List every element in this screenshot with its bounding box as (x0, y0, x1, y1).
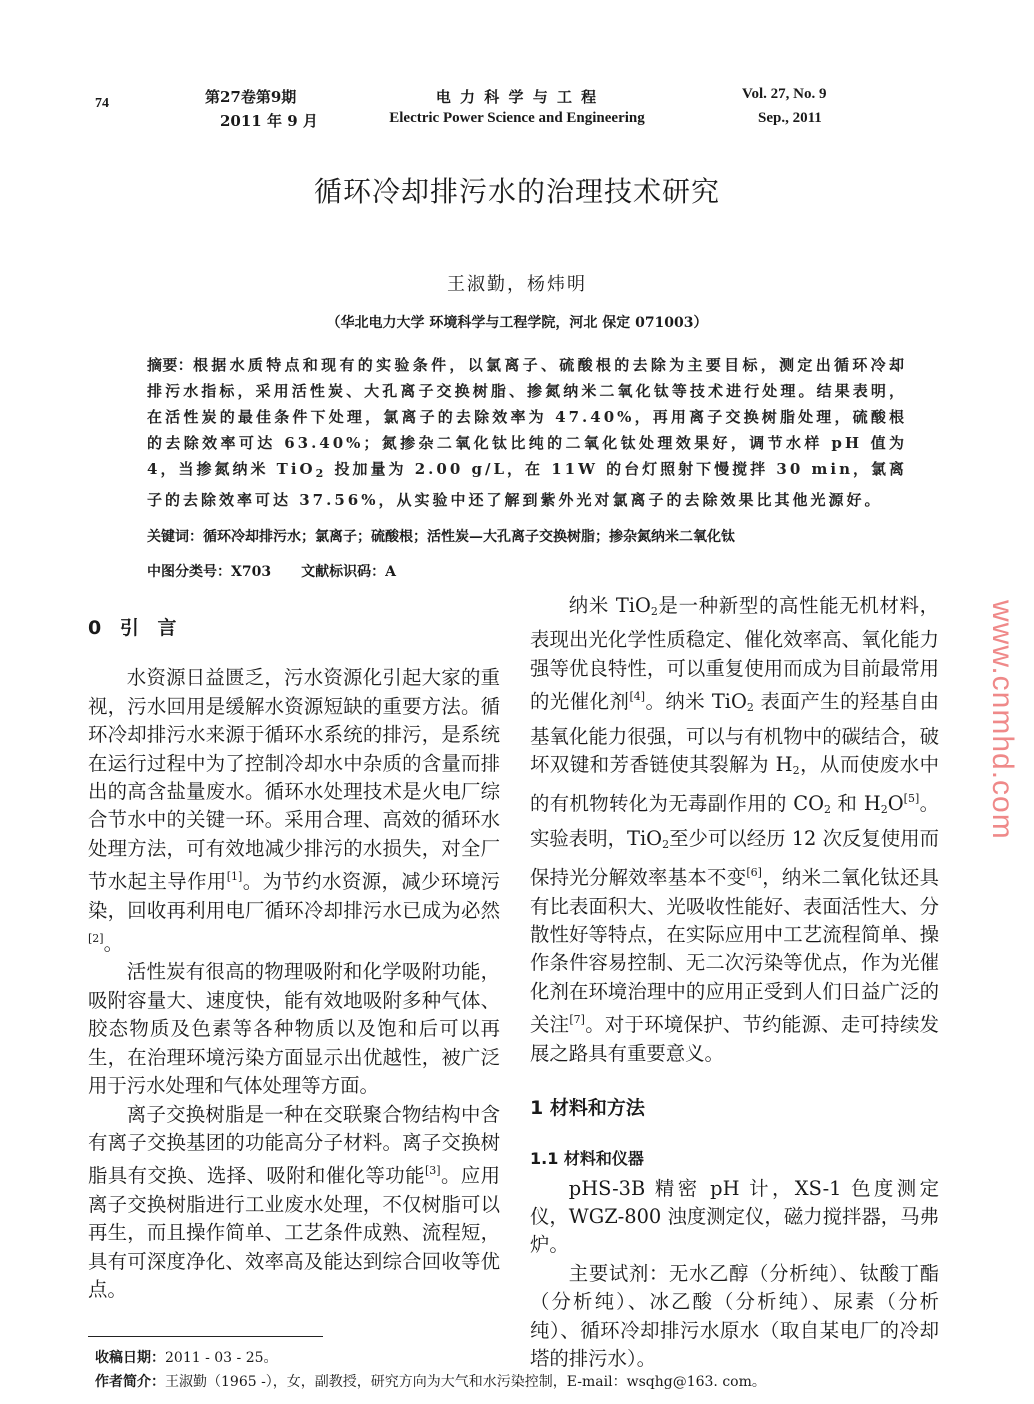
subscript: 2 (824, 803, 832, 817)
keywords-label: 关键词： (147, 529, 203, 545)
paper-title: 循环冷却排污水的治理技术研究 (313, 175, 720, 208)
subscript: 2 (662, 837, 670, 851)
clc-label: 中图分类号： (147, 564, 231, 580)
paragraph (530, 592, 939, 1068)
text-run: 。对于环境保护、节约能源、走可持续发展之路具有重要意义。 (530, 1013, 940, 1065)
header-journal-en: Electric Power Science and Engineering (389, 110, 645, 126)
left-column (88, 614, 500, 1304)
header-volume-en: Vol. 27, No. 9 (742, 86, 827, 102)
text-run: 和 H (831, 792, 881, 816)
received-label: 收稿日期： (95, 1350, 165, 1366)
received-date: 2011 - 03 - 25。 (165, 1350, 278, 1366)
text-run: 是一种新型的高性能无机材料，表现出光化学性质稳定、催化效率高、氧化能力强等优良特性，可以重复使用而成为目前最常用的光催化剂 (530, 594, 940, 714)
subsection-heading-materials-instruments: 1.1 材料和仪器 (530, 1148, 644, 1168)
right-column (530, 592, 939, 1373)
paragraph (88, 1101, 500, 1305)
footnote-author (95, 1371, 766, 1391)
paragraph (88, 664, 500, 958)
authors: 王淑勤，杨炜明 (447, 274, 587, 295)
footnote-divider (88, 1336, 323, 1337)
section-heading-introduction: 0 引 言 (88, 617, 183, 639)
header-volume-cn: 第27卷第9期 (205, 88, 297, 106)
text-run: 。应用离子交换树脂进行工业废水处理，不仅树脂可以再生，而且操作简单、工艺条件成熟、流程短，具有可深度净化、效率高及能达到综合回收等优点。 (88, 1164, 501, 1301)
section-heading-materials-methods: 1 材料和方法 (530, 1097, 645, 1120)
author-bio-label: 作者简介： (95, 1374, 165, 1390)
subscript: 2 (880, 803, 888, 817)
text-run: 水资源日益匮乏，污水资源化引起大家的重视，污水回用是缓解水资源短缺的重要方法。循环冷却排污水来源于循环水系统的排污，是系统在运行过程中为了控制冷却水中杂质的含量而排出的高含盐量废水。循环水处理技术是火电厂综合节水中的关键一环。采用合理、高效的循环水处理方法，可有效地减少排污的水损失，对全厂节水起主导作用 (88, 666, 500, 894)
citation-ref: [4] (629, 690, 646, 704)
doc-code-label: 文献标识码： (301, 564, 386, 580)
header-date-en: Sep., 2011 (758, 110, 822, 126)
text-run: O (887, 792, 904, 816)
clc-value: X703 (231, 564, 272, 580)
text-run: 。纳米 TiO (645, 690, 747, 714)
paragraph-reagents: 主要试剂：无水乙醇（分析纯）、钛酸丁酯（分析纯）、冰乙酸（分析纯）、尿素（分析纯）、循环冷却排污水原水（取自某电厂的冷却塔的排污水）。 (530, 1261, 939, 1370)
text-run: ，纳米二氧化钛还具有比表面积大、光吸收性能好、表面活性大、分散性好等特点，在实际应用中工艺流程简单、操作条件容易控制、无二次污染等优点，作为光催化剂在环境治理中的应用正受到人们日益广泛的关注 (530, 866, 940, 1037)
text-run: 投加量为 2.00 g/L，在 11W 的台灯照射下慢搅拌 30 min，氯离子的去除效率可达 37.56%，从实验中还了解到紫外光对氯离子的去除效果比其他光源好。 (147, 460, 907, 509)
header-journal-cn: 电 力 科 学 与 工 程 (435, 88, 599, 106)
affiliation: （华北电力大学 环境科学与工程学院，河北 保定 071003） (326, 315, 708, 331)
text-run: 。为节约水资源，减少环境污染，回收再利用电厂循环冷却排污水已成为必然 (88, 870, 501, 922)
text-run: 。 (103, 932, 123, 956)
keywords-text: 循环冷却排污水；氯离子；硫酸根；活性炭—大孔离子交换树脂；掺杂氮纳米二氧化钛 (203, 529, 735, 545)
text-run: 至少可以经历 12 次反复使用而保持光分解效率基本不变 (530, 826, 939, 890)
footnote-received (95, 1347, 278, 1367)
citation-ref: [5] (903, 792, 920, 806)
text-run: 活性炭有很高的物理吸附和化学吸附功能，吸附容量大、速度快，能有效地吸附多种气体、胶态物质及色素等各种物质以及饱和后可以再生，在治理环境污染方面显示出优越性，被广泛用于污水处理和气体处理等方面。 (88, 960, 500, 1098)
paragraph (88, 958, 500, 1100)
text-run: 表面产生的羟基自由基氧化能力很强，可以与有机物中的碳结合，破坏双键和芳香链使其裂解为 H (530, 690, 940, 777)
classification (147, 561, 396, 581)
text-run: 。实验表明，TiO (530, 792, 940, 850)
paragraph-instruments: pHS-3B 精密 pH 计，XS-1 色度测定仪，WGZ-800 浊度测定仪，磁力搅拌器，马弗炉。 (530, 1176, 939, 1257)
citation-ref: [3] (424, 1164, 441, 1178)
text-run: 纳米 TiO (568, 594, 651, 617)
doc-code-value: A (385, 564, 396, 580)
citation-ref: [2] (88, 932, 104, 946)
subscript: 2 (650, 605, 658, 618)
watermark: www.cnmhd.com (986, 600, 1019, 840)
citation-ref: [6] (746, 866, 762, 880)
subscript: 2 (315, 467, 327, 480)
text-run: 根据水质特点和现有的实验条件，以氯离子、硫酸根的去除为主要目标，测定出循环冷却排污水指标，采用活性炭、大孔离子交换树脂、掺氮纳米二氧化钛等技术进行处理。结果表明，在活性炭的最佳条件下处理，氯离子的去除效率为 47.40%，再用离子交换树脂处理，硫酸根的去除效率可达 63.40%；氮掺杂二氧化钛比纯的二氧化钛处理效果好，调节水样 pH 值为 4，当掺氮纳米 TiO (147, 356, 907, 478)
keywords (147, 526, 907, 546)
header-date-cn: 2011 年 9 月 (220, 112, 318, 130)
citation-ref: [7] (569, 1013, 585, 1027)
abstract-label: 摘要： (147, 356, 193, 374)
subscript: 2 (746, 701, 754, 715)
author-bio: 王淑勤（1965 -），女，副教授，研究方向为大气和水污染控制，E-mail：wsqhg@163. com。 (165, 1374, 766, 1390)
citation-ref: [1] (226, 870, 243, 884)
abstract-text (147, 356, 907, 509)
text-run: 离子交换树脂是一种在交联聚合物结构中含有离子交换基团的功能高分子材料。离子交换树脂具有交换、选择、吸附和催化等功能 (88, 1102, 500, 1188)
subscript: 2 (792, 764, 800, 778)
text-run: ，从而使废水中的有机物转化为无毒副作用的 CO (530, 753, 940, 816)
abstract (147, 352, 907, 513)
page-number: 74 (95, 96, 109, 111)
